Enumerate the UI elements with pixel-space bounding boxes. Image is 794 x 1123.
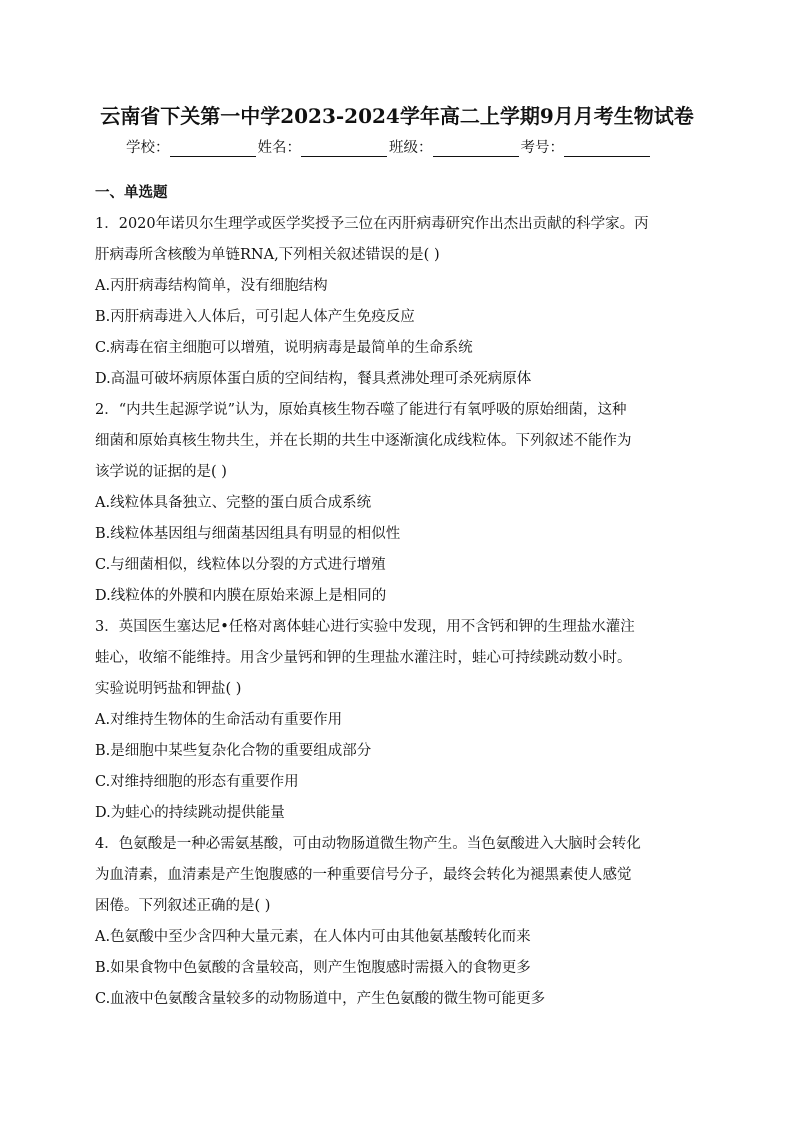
option-a: A.线粒体具备独立、完整的蛋白质合成系统 — [95, 495, 372, 511]
option-a: A.丙肝病毒结构简单，没有细胞结构 — [95, 278, 328, 294]
name-label: 姓名： — [257, 140, 301, 156]
question-text-line: 该学说的证据的是( ) — [95, 464, 227, 480]
option-a: A.色氨酸中至少含四种大量元素，在人体内可由其他氨基酸转化而来 — [95, 929, 531, 945]
question-text-line: 细菌和原始真核生物共生，并在长期的共生中逐渐演化成线粒体。下列叙述不能作为 — [95, 433, 632, 449]
school-blank — [170, 140, 256, 157]
exam-number-blank — [564, 140, 650, 157]
name-field — [258, 136, 390, 157]
option-b: B.如果食物中色氨酸的含量较高，则产生饱腹感时需摄入的食物更多 — [95, 960, 531, 976]
question-text-line: 为血清素，血清素是产生饱腹感的一种重要信号分子，最终会转化为褪黑素使人感觉 — [95, 867, 632, 883]
school-label: 学校： — [126, 140, 170, 156]
question-1 — [95, 209, 705, 395]
class-field — [389, 136, 521, 157]
exam-number-field — [521, 136, 653, 157]
question-text-line: 困倦。下列叙述正确的是( ) — [95, 898, 271, 914]
option-b: B.是细胞中某些复杂化合物的重要组成部分 — [95, 743, 372, 759]
option-c: C.病毒在宿主细胞可以增殖，说明病毒是最简单的生命系统 — [95, 340, 473, 356]
question-text-line: 蛙心，收缩不能维持。用含少量钙和钾的生理盐水灌注时，蛙心可持续跳动数小时。 — [95, 650, 632, 666]
school-field — [126, 136, 258, 157]
option-a: A.对维持生物体的生命活动有重要作用 — [95, 712, 343, 728]
option-c: C.对维持细胞的形态有重要作用 — [95, 774, 299, 790]
question-3 — [95, 612, 705, 829]
question-text-line: 4．色氨酸是一种必需氨基酸，可由动物肠道微生物产生。当色氨酸进入大脑时会转化 — [95, 836, 641, 852]
section-title: 一、单选题 — [95, 184, 168, 201]
question-2 — [95, 395, 705, 612]
option-b: B.线粒体基因组与细菌基因组具有明显的相似性 — [95, 526, 401, 542]
option-d: D.线粒体的外膜和内膜在原始来源上是相同的 — [95, 588, 387, 604]
class-label: 班级： — [389, 140, 433, 156]
question-4 — [95, 829, 705, 1015]
question-text-line: 实验说明钙盐和钾盐( ) — [95, 681, 242, 697]
exam-content — [95, 183, 705, 1015]
option-d: D.高温可破坏病原体蛋白质的空间结构，餐具煮沸处理可杀死病原体 — [95, 371, 532, 387]
question-text-line: 3．英国医生塞达尼•任格对离体蛙心进行实验中发现，用不含钙和钾的生理盐水灌注 — [95, 619, 635, 635]
name-blank — [301, 140, 387, 157]
option-d: D.为蛙心的持续跳动提供能量 — [95, 805, 285, 821]
option-c: C.与细菌相似，线粒体以分裂的方式进行增殖 — [95, 557, 386, 573]
student-info-row — [126, 136, 652, 157]
question-text-line: 肝病毒所含核酸为单链RNA,下列相关叙述错误的是( ) — [95, 247, 440, 263]
option-b: B.丙肝病毒进入人体后，可引起人体产生免疫反应 — [95, 309, 415, 325]
question-text-line: 1．2020年诺贝尔生理学或医学奖授予三位在丙肝病毒研究作出杰出贡献的科学家。丙 — [95, 216, 649, 232]
exam-number-label: 考号： — [520, 140, 564, 156]
question-text-line: 2．“内共生起源学说”认为，原始真核生物吞噬了能进行有氧呼吸的原始细菌，这种 — [95, 402, 627, 418]
option-c: C.血液中色氨酸含量较多的动物肠道中，产生色氨酸的微生物可能更多 — [95, 991, 546, 1007]
page-title: 云南省下关第一中学2023-2024学年高二上学期9月月考生物试卷 — [100, 104, 694, 128]
class-blank — [433, 140, 519, 157]
